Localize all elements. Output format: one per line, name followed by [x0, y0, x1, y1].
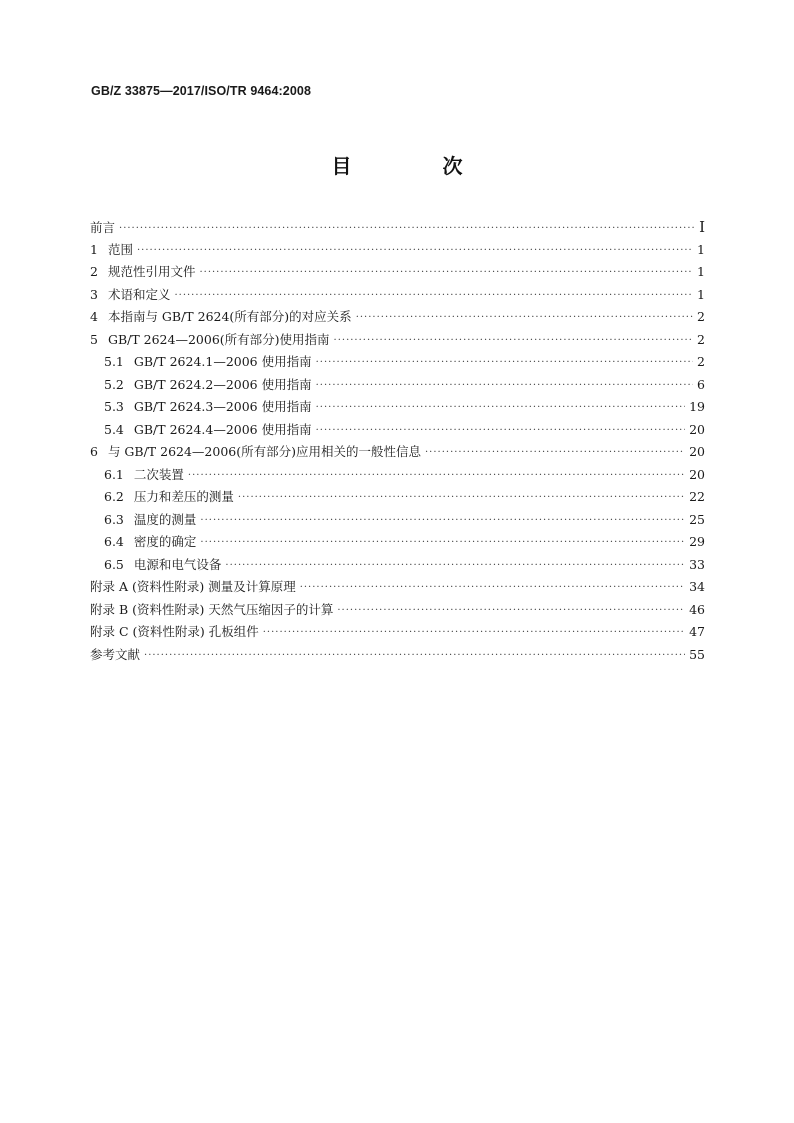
toc-entry-title: GB/T 2624.2—2006 使用指南	[133, 376, 312, 392]
toc-entry-title: 密度的确定	[133, 534, 197, 549]
toc-entry[interactable]	[90, 441, 705, 464]
toc-entry-label	[104, 419, 316, 442]
toc-entry[interactable]	[90, 419, 705, 442]
table-of-contents	[90, 216, 705, 666]
toc-entry-title: 规范性引用文件	[107, 264, 196, 279]
toc-leader-dots	[137, 240, 693, 263]
toc-leader-dots	[316, 352, 693, 375]
toc-entry-number: 3	[90, 286, 98, 302]
toc-leader-dots	[200, 510, 685, 533]
toc-entry-page: 55	[689, 646, 705, 662]
toc-leader-dots	[263, 622, 685, 645]
toc-entry-title: 附录 A (资料性附录) 测量及计算原理	[90, 579, 296, 594]
toc-entry-title: GB/T 2624.3—2006 使用指南	[133, 399, 312, 414]
toc-entry-number: 5.1	[104, 354, 124, 369]
toc-entry-label	[90, 621, 263, 644]
toc-leader-dots	[174, 285, 693, 308]
toc-entry-number: 5.4	[104, 421, 124, 437]
toc-entry-label	[90, 599, 337, 622]
toc-entry-title: GB/T 2624.1—2006 使用指南	[133, 354, 312, 369]
toc-entry-title: 前言	[90, 220, 116, 235]
toc-entry-page: 19	[689, 399, 705, 414]
toc-entry-title: 电源和电气设备	[133, 556, 222, 572]
toc-entry-label	[90, 441, 425, 464]
toc-entry[interactable]	[90, 531, 705, 554]
toc-entry-label	[90, 217, 119, 240]
toc-entry-number: 5.3	[104, 399, 124, 414]
toc-leader-dots	[225, 555, 685, 578]
toc-entry-label	[104, 396, 316, 419]
toc-entry[interactable]	[90, 284, 705, 307]
toc-entry-label	[104, 531, 200, 554]
toc-entry-page: 20	[689, 466, 705, 482]
toc-leader-dots	[316, 375, 693, 398]
toc-entry-number: 6.3	[104, 511, 124, 527]
toc-entry-title: 范围	[107, 241, 133, 257]
toc-entry-page: 20	[689, 444, 705, 459]
toc-leader-dots	[199, 262, 693, 285]
toc-entry-page: 2	[697, 309, 705, 324]
toc-entry[interactable]	[90, 576, 705, 599]
toc-entry[interactable]	[90, 216, 705, 239]
toc-leader-dots	[425, 442, 685, 465]
toc-entry-title: 参考文献	[90, 646, 141, 662]
toc-entry-page: 20	[689, 421, 705, 437]
toc-entry-title: GB/T 2624—2006(所有部分)使用指南	[107, 331, 330, 347]
toc-entry-page: I	[699, 218, 705, 236]
toc-entry-title: 本指南与 GB/T 2624(所有部分)的对应关系	[107, 309, 352, 324]
toc-entry-page: 6	[697, 376, 705, 392]
toc-entry-number: 6	[90, 444, 98, 459]
toc-leader-dots	[356, 307, 693, 330]
toc-entry[interactable]	[90, 396, 705, 419]
toc-entry[interactable]	[90, 509, 705, 532]
document-code: GB/Z 33875—2017/ISO/TR 9464:2008	[91, 84, 311, 98]
toc-leader-dots	[238, 487, 685, 510]
toc-entry-label	[90, 329, 334, 352]
toc-entry-number: 2	[90, 264, 98, 279]
toc-entry-page: 2	[697, 331, 705, 347]
page-title: 目 次	[331, 154, 505, 178]
toc-leader-dots	[334, 330, 694, 353]
toc-entry-page: 47	[689, 624, 705, 639]
toc-entry-label	[104, 374, 316, 397]
toc-entry-number: 4	[90, 309, 98, 324]
toc-entry[interactable]	[90, 599, 705, 622]
toc-entry-page: 1	[697, 241, 705, 257]
toc-leader-dots	[200, 532, 685, 555]
toc-entry-label	[90, 644, 144, 667]
toc-leader-dots	[316, 397, 685, 420]
toc-entry[interactable]	[90, 261, 705, 284]
toc-entry-label	[104, 486, 238, 509]
toc-entry-title: 与 GB/T 2624—2006(所有部分)应用相关的一般性信息	[107, 444, 421, 459]
toc-entry-label	[90, 284, 174, 307]
toc-entry-label	[104, 464, 188, 487]
toc-entry-label	[90, 576, 300, 599]
toc-leader-dots	[337, 600, 685, 623]
toc-entry-title: GB/T 2624.4—2006 使用指南	[133, 421, 312, 437]
toc-entry-label	[90, 239, 137, 262]
toc-entry[interactable]	[90, 239, 705, 262]
toc-leader-dots	[300, 577, 685, 600]
toc-entry[interactable]	[90, 464, 705, 487]
toc-entry-number: 5.2	[104, 376, 124, 392]
toc-entry[interactable]	[90, 644, 705, 667]
toc-entry-title: 附录 C (资料性附录) 孔板组件	[90, 624, 259, 639]
toc-entry-number: 6.4	[104, 534, 124, 549]
toc-entry-page: 46	[689, 601, 705, 617]
toc-leader-dots	[144, 645, 685, 668]
toc-entry-page: 22	[689, 489, 705, 504]
toc-entry[interactable]	[90, 374, 705, 397]
toc-entry-title: 温度的测量	[133, 511, 197, 527]
toc-entry-title: 术语和定义	[107, 286, 171, 302]
toc-entry-title: 附录 B (资料性附录) 天然气压缩因子的计算	[90, 601, 334, 617]
toc-entry-title: 二次装置	[133, 466, 184, 482]
toc-entry-page: 1	[697, 286, 705, 302]
toc-entry-label	[90, 261, 199, 284]
toc-leader-dots	[188, 465, 685, 488]
toc-entry-number: 6.1	[104, 466, 124, 482]
toc-entry-page: 2	[697, 354, 705, 369]
toc-entry[interactable]	[90, 554, 705, 577]
toc-leader-dots	[316, 420, 685, 443]
toc-entry[interactable]	[90, 486, 705, 509]
toc-entry-label	[104, 554, 225, 577]
toc-entry-label	[90, 306, 356, 329]
toc-entry-page: 25	[689, 511, 705, 527]
toc-entry-number: 6.5	[104, 556, 124, 572]
toc-entry-page: 34	[689, 579, 705, 594]
toc-entry-number: 5	[90, 331, 98, 347]
toc-entry-page: 29	[689, 534, 705, 549]
toc-entry-label	[104, 351, 316, 374]
toc-entry[interactable]	[90, 351, 705, 374]
toc-entry-number: 1	[90, 241, 98, 257]
toc-entry[interactable]	[90, 621, 705, 644]
toc-entry-page: 33	[689, 556, 705, 572]
toc-entry-label	[104, 509, 200, 532]
toc-entry-number: 6.2	[104, 489, 124, 504]
toc-leader-dots	[119, 218, 695, 241]
toc-entry[interactable]	[90, 306, 705, 329]
toc-entry[interactable]	[90, 329, 705, 352]
toc-entry-title: 压力和差压的测量	[133, 489, 234, 504]
toc-entry-page: 1	[697, 264, 705, 279]
